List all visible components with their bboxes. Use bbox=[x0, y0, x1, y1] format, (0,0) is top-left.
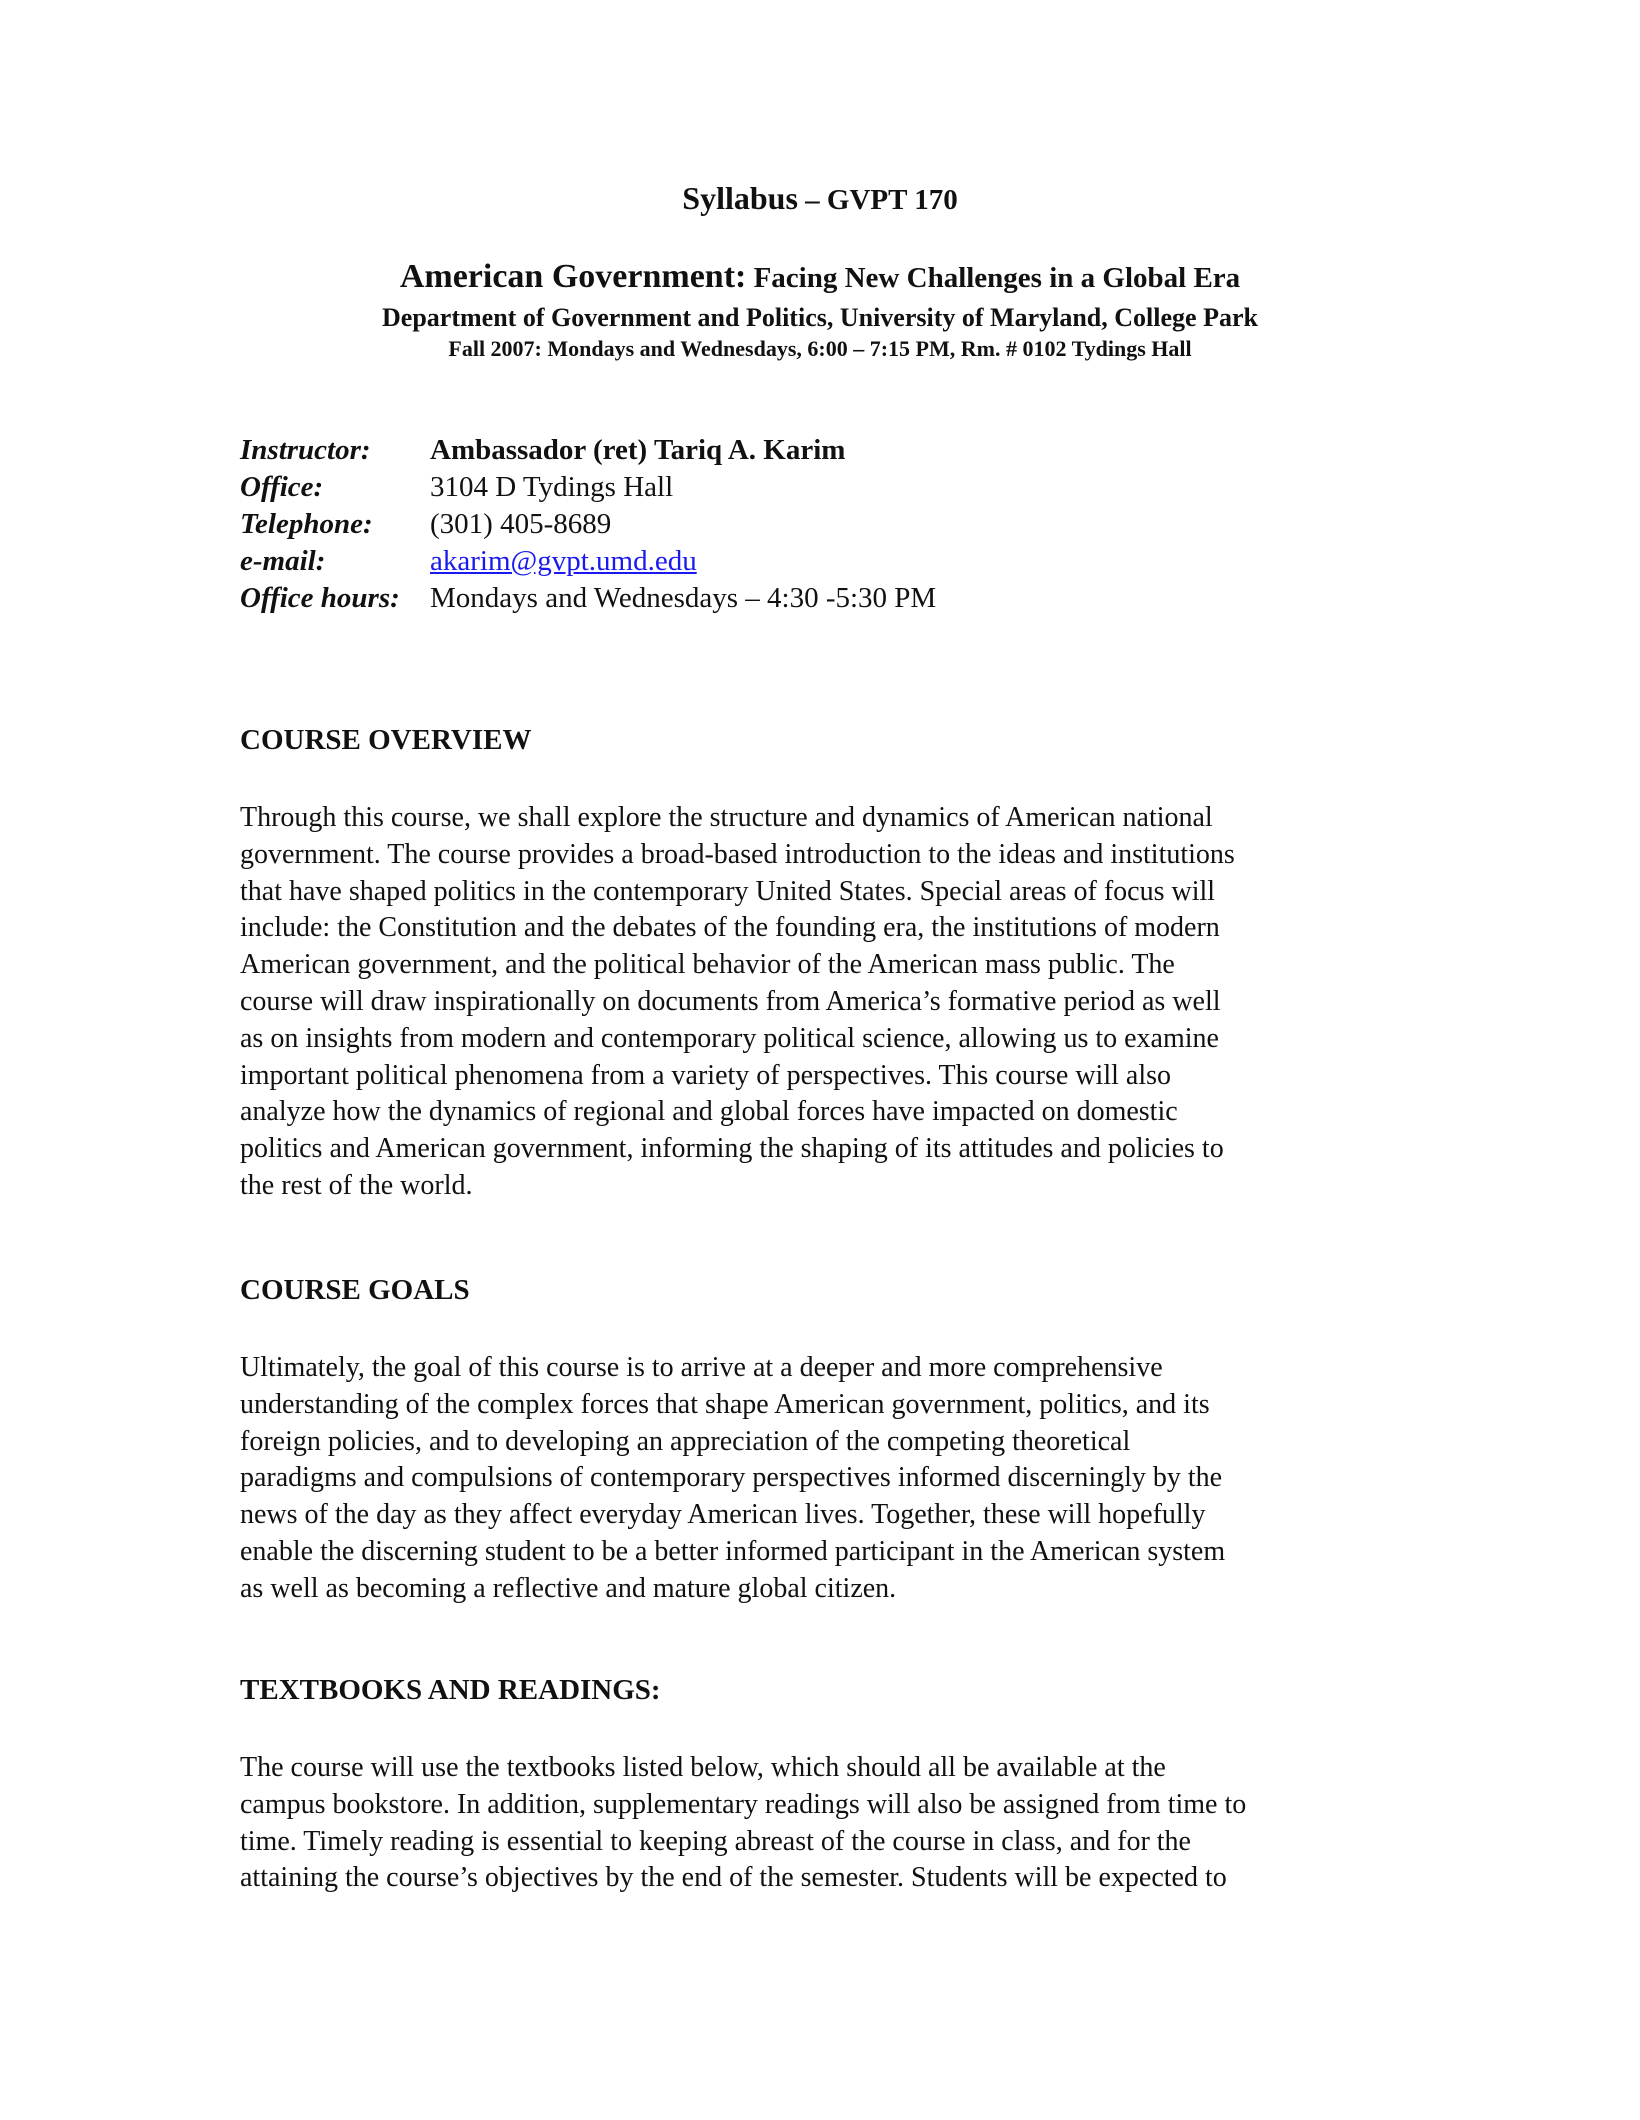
email-link[interactable]: akarim@gvpt.umd.edu bbox=[430, 545, 697, 577]
overview-heading: COURSE OVERVIEW bbox=[240, 724, 532, 756]
textbooks-heading: TEXTBOOKS AND READINGS: bbox=[240, 1674, 661, 1706]
office-row bbox=[240, 469, 936, 506]
overview-line: that have shaped politics in the contemporary United States. Special areas of focus will bbox=[240, 875, 1216, 907]
email-value-wrap bbox=[430, 543, 697, 580]
department-line: Department of Government and Politics, University of Maryland, College Park bbox=[382, 303, 1258, 332]
goals-line: foreign policies, and to developing an appreciation of the competing theoretical bbox=[240, 1425, 1131, 1457]
overview-line: important political phenomena from a variety of perspectives. This course will also bbox=[240, 1059, 1171, 1091]
email-label: e-mail: bbox=[240, 545, 326, 577]
office-label: Office: bbox=[240, 471, 324, 503]
textbooks-line: campus bookstore. In addition, supplementary readings will also be assigned from time to bbox=[240, 1788, 1247, 1820]
overview-line: American government, and the political behavior of the American mass public. The bbox=[240, 949, 1175, 981]
course-title-main: American Government: bbox=[399, 258, 747, 295]
goals-line: news of the day as they affect everyday American lives. Together, these will hopefully bbox=[240, 1499, 1206, 1531]
goals-line: paradigms and compulsions of contemporary perspectives informed discerningly by the bbox=[240, 1462, 1223, 1494]
goals-line: Ultimately, the goal of this course is to arrive at a deeper and more comprehensive bbox=[240, 1352, 1163, 1383]
office-hours-row bbox=[240, 580, 936, 617]
goals-heading: COURSE GOALS bbox=[240, 1274, 470, 1306]
overview-body bbox=[240, 800, 1410, 1205]
instructor-row bbox=[240, 432, 936, 469]
title-block bbox=[0, 178, 1640, 364]
title-dash: – bbox=[797, 184, 827, 216]
schedule-line: Fall 2007: Mondays and Wednesdays, 6:00 – 7:15 PM, Rm. # 0102 Tydings Hall bbox=[448, 336, 1192, 361]
textbooks-body bbox=[240, 1750, 1410, 1897]
overview-line: course will draw inspirationally on documents from America’s formative period as well bbox=[240, 985, 1221, 1017]
office-hours-label: Office hours: bbox=[240, 582, 400, 614]
instructor-name: Ambassador (ret) Tariq A. Karim bbox=[430, 434, 846, 466]
telephone-row bbox=[240, 506, 936, 543]
overview-line: government. The course provides a broad-based introduction to the ideas and institutions bbox=[240, 838, 1235, 870]
office-hours-value: Mondays and Wednesdays – 4:30 -5:30 PM bbox=[430, 582, 937, 614]
contact-info bbox=[240, 432, 936, 617]
course-title bbox=[0, 258, 1640, 302]
telephone-value: (301) 405-8689 bbox=[430, 508, 612, 540]
textbooks-line: time. Timely reading is essential to keeping abreast of the course in class, and for the bbox=[240, 1825, 1191, 1857]
overview-line: as on insights from modern and contemporary political science, allowing us to examine bbox=[240, 1022, 1219, 1054]
email-row bbox=[240, 543, 936, 580]
overview-line: politics and American government, informing the shaping of its attitudes and policies to bbox=[240, 1133, 1224, 1165]
course-code: GVPT 170 bbox=[826, 184, 958, 216]
goals-line: understanding of the complex forces that shape American government, politics, and its bbox=[240, 1388, 1210, 1420]
telephone-label: Telephone: bbox=[240, 508, 373, 540]
course-title-subtitle: Facing New Challenges in a Global Era bbox=[746, 262, 1241, 294]
textbooks-line: The course will use the textbooks listed below, which should all be available at the bbox=[240, 1752, 1166, 1783]
overview-line: analyze how the dynamics of regional and global forces have impacted on domestic bbox=[240, 1096, 1178, 1128]
textbooks-line: attaining the course’s objectives by the end of the semester. Students will be expected to bbox=[240, 1862, 1227, 1894]
title-prefix: Syllabus bbox=[682, 180, 798, 216]
instructor-label: Instructor: bbox=[240, 434, 371, 466]
overview-line: Through this course, we shall explore the structure and dynamics of American national bbox=[240, 802, 1213, 833]
page-title bbox=[0, 178, 1640, 220]
overview-line: include: the Constitution and the debates of the founding era, the institutions of modern bbox=[240, 912, 1220, 944]
overview-line: the rest of the world. bbox=[240, 1169, 473, 1201]
goals-line: enable the discerning student to be a better informed participant in the American system bbox=[240, 1535, 1226, 1567]
office-value: 3104 D Tydings Hall bbox=[430, 471, 674, 503]
goals-line: as well as becoming a reflective and mature global citizen. bbox=[240, 1572, 897, 1604]
goals-body bbox=[240, 1350, 1410, 1608]
